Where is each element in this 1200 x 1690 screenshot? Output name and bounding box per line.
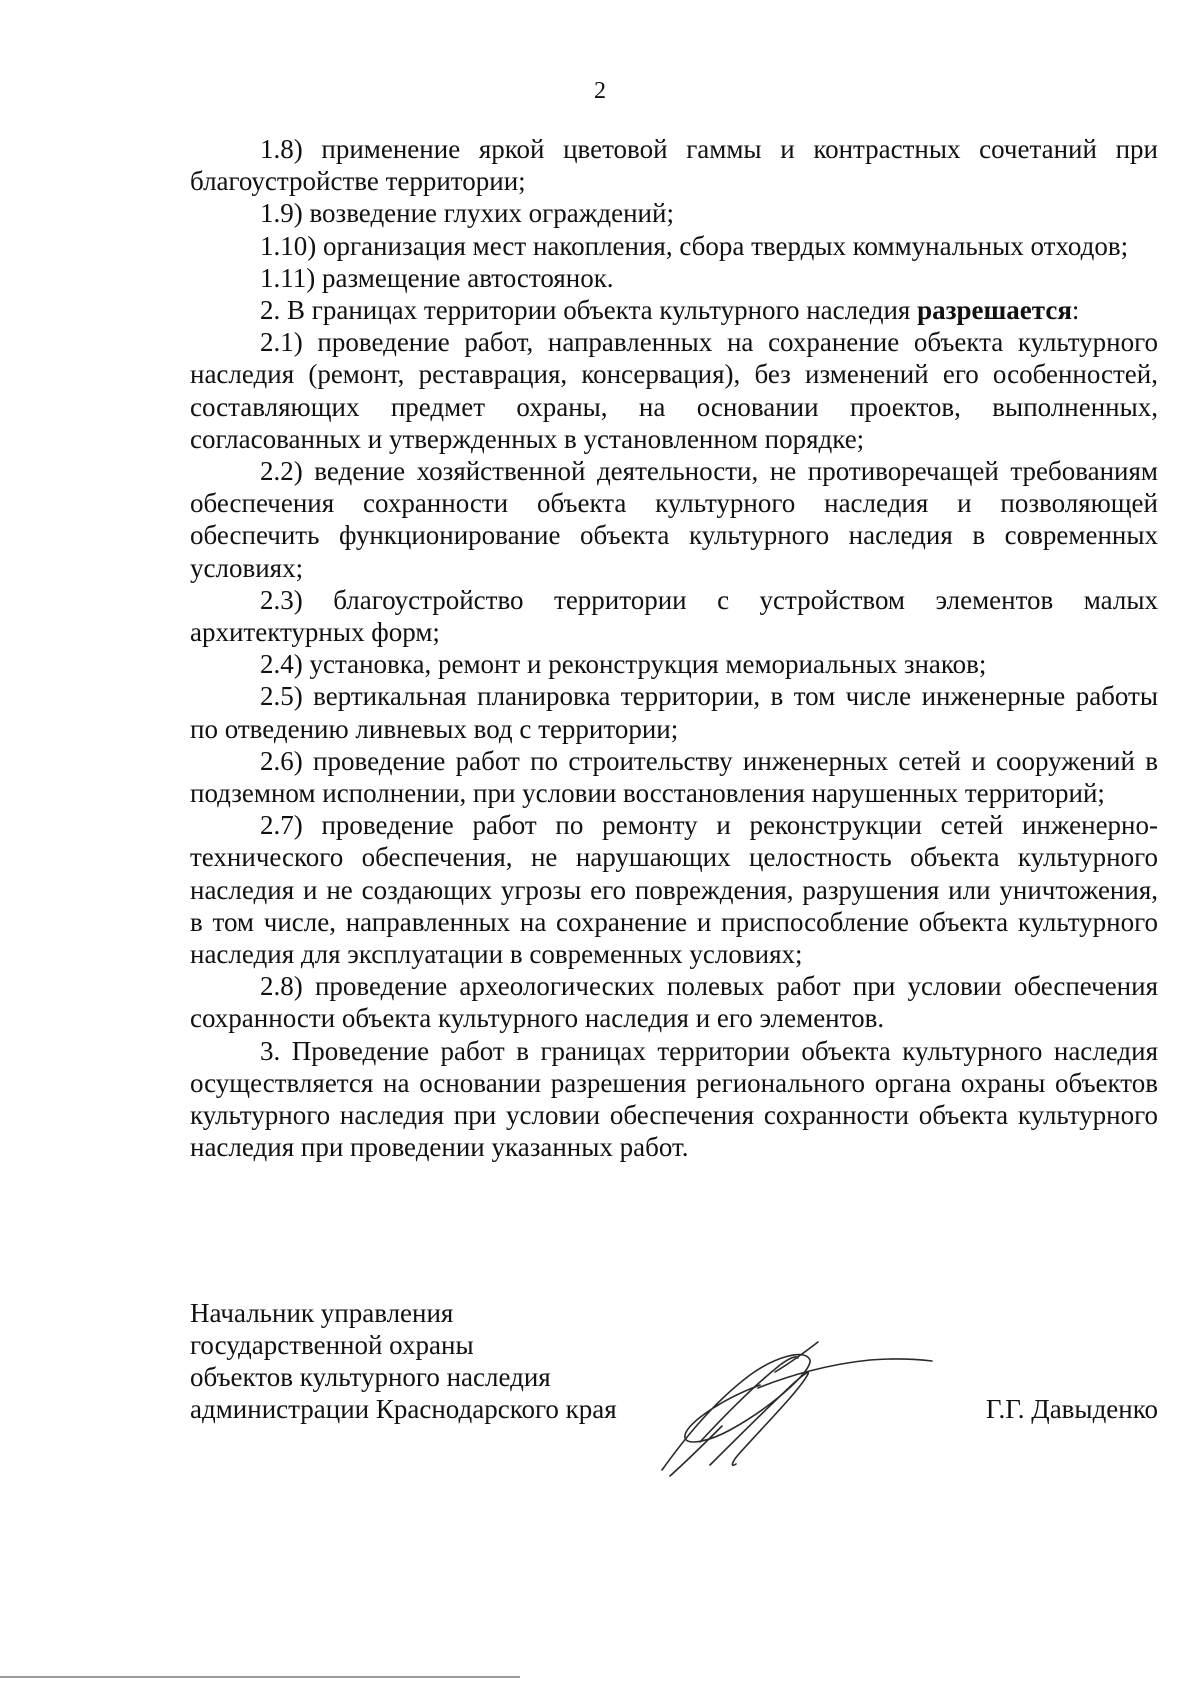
- paragraph-2-1: 2.1) проведение работ, направленных на сохранение объекта культурного наследия (ремонт, реставрация, консервация), без изменений его особенностей, составляющих предмет охраны, на основании проектов, выполненных, согласованных и утвержденных в установленном порядке;: [190, 327, 1158, 454]
- signer-position-line: государственной охраны: [190, 1330, 474, 1360]
- section-2-heading-text: 2. В границах территории объекта культурного наследия: [260, 295, 918, 326]
- signer-name: Г.Г. Давыденко: [985, 1394, 1158, 1424]
- paragraph-2-3: 2.3) благоустройство территории с устройством элементов малых архитектурных форм;: [190, 584, 1158, 648]
- section-2-heading-suffix: :: [1071, 295, 1080, 326]
- bottom-divider: [0, 1676, 520, 1678]
- paragraph-1-9: 1.9) возведение глухих ограждений;: [260, 198, 674, 229]
- paragraph-3: 3. Проведение работ в границах территории объекта культурного наследия осуществляется на основании разрешения регионального органа охраны объектов культурного наследия при условии обеспечения сохранности объекта культурного наследия при проведении указанных работ.: [190, 1035, 1158, 1163]
- section-2-heading-bold: разрешается: [917, 295, 1072, 326]
- signer-position-line: объектов культурного наследия: [190, 1362, 551, 1392]
- paragraph-1-11: 1.11) размещение автостоянок.: [260, 262, 614, 293]
- document-body: [190, 133, 1158, 1164]
- paragraph-2-6: 2.6) проведение работ по строительству инженерных сетей и сооружений в подземном исполнении, при условии восстановления нарушенных территорий;: [190, 745, 1158, 809]
- signer-position-line: Начальник управления: [190, 1298, 454, 1328]
- signer-position-line: администрации Краснодарского края: [190, 1394, 617, 1424]
- paragraph-2-7: 2.7) проведение работ по ремонту и реконструкции сетей инженерно-технического обеспечения, не нарушающих целостность объекта культурного наследия и не создающих угрозы его повреждения, разрушения или уничтожения, в том числе, направленных на сохранение и приспособление объекта культурного наследия для эксплуатации в современных условиях;: [190, 810, 1158, 970]
- paragraph-1-8: 1.8) применение яркой цветовой гаммы и контрастных сочетаний при благоустройстве территории;: [190, 134, 1158, 197]
- paragraph-2-8: 2.8) проведение археологических полевых работ при условии обеспечения сохранности объекта культурного наследия и его элементов.: [190, 971, 1158, 1034]
- section-2-heading: [190, 294, 1158, 326]
- handwritten-signature: [640, 1330, 940, 1480]
- paragraph-2-4: 2.4) установка, ремонт и реконструкция мемориальных знаков;: [260, 649, 987, 680]
- page-number: 2: [594, 78, 606, 104]
- signature-block: [190, 1297, 617, 1425]
- paragraph-2-2: 2.2) ведение хозяйственной деятельности, не противоречащей требованиям обеспечения сохранности объекта культурного наследия и позволяющей обеспечить функционирование объекта культурного наследия в современных условиях;: [190, 456, 1158, 583]
- paragraph-2-5: 2.5) вертикальная планировка территории, в том числе инженерные работы по отведению ливневых вод с территории;: [190, 681, 1158, 744]
- paragraph-1-10: 1.10) организация мест накопления, сбора твердых коммунальных отходов;: [260, 230, 1129, 261]
